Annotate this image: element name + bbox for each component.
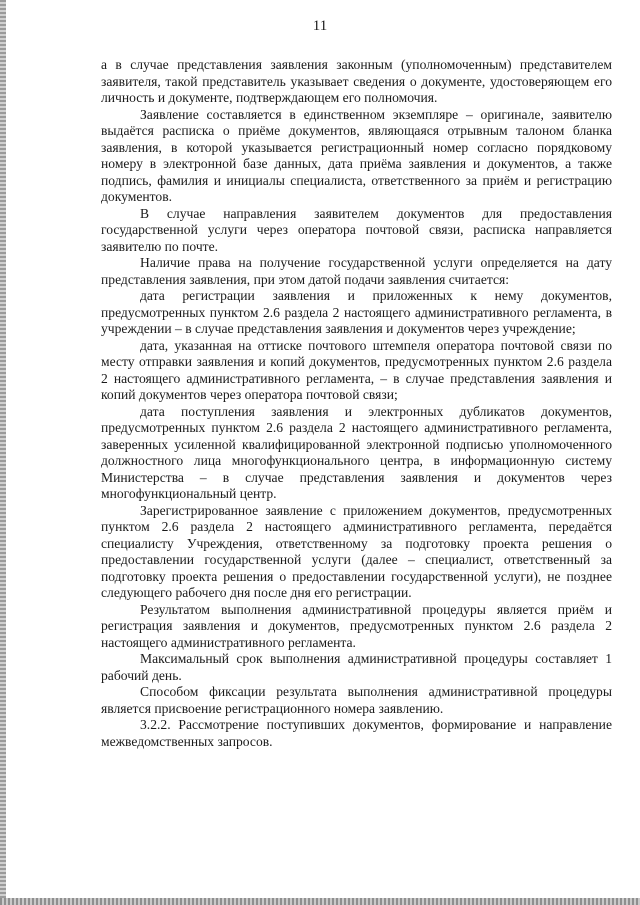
paragraph-1: а в случае представления заявления законным (уполномоченным) представителем заявителя, такой представитель указывает сведения о документе, удостоверяющем его личность и документе, подтверждающем его полномочия. <box>101 57 612 105</box>
paragraph-12: 3.2.2. Рассмотрение поступивших документов, формирование и направление межведомственных запросов. <box>101 717 612 749</box>
paragraph-9: Результатом выполнения административной процедуры является приём и регистрация заявления и документов, предусмотренных пунктом 2.6 раздела 2 настоящего административного регламента. <box>101 601 612 650</box>
paragraph-10: Максимальный срок выполнения административной процедуры составляет 1 рабочий день. <box>101 651 612 683</box>
paragraph-5: дата регистрации заявления и приложенных к нему документов, предусмотренных пунктом 2.6 раздела 2 настоящего административного регламента, в учреждении – в случае представления заявления и документов через учреждение; <box>101 288 612 336</box>
paragraph-3: В случае направления заявителем документов для предоставления государственной услуги через оператора почтовой связи, расписка направляется заявителю по почте. <box>101 205 612 254</box>
paragraph-4: Наличие права на получение государственной услуги определяется на дату представления заявления, при этом датой подачи заявления считается: <box>101 255 612 287</box>
paragraph-6: дата, указанная на оттиске почтового штемпеля оператора почтовой связи по месту отправки заявления и копий документов, предусмотренных пунктом 2.6 раздела 2 настоящего административного регламента, – в случае представления заявления и копий документов через оператора почтовой связи; <box>101 337 612 402</box>
scan-edge-bottom <box>0 898 640 905</box>
page-number: 11 <box>312 18 328 34</box>
paragraph-11: Способом фиксации результата выполнения административной процедуры является присвоение регистрационного номера заявлению. <box>101 684 612 716</box>
paragraph-8: Зарегистрированное заявление с приложением документов, предусмотренных пунктом 2.6 раздела 2 настоящего административного регламента, передаётся специалисту Учреждения, ответственному за подготовку проекта решения о предоставлении государственной услуги (далее – специалист, ответственный за подготовку проекта решения о предоставлении государственной услуги), не позднее следующего рабочего дня после дня его регистрации. <box>101 502 612 600</box>
scan-edge-left <box>0 0 6 905</box>
paragraph-7: дата поступления заявления и электронных дубликатов документов, предусмотренных пунктом 2.6 раздела 2 настоящего административного регламента, заверенных усиленной квалифицированной электронной подписью уполномоченного должностного лица многофункционального центра, в информационную систему Министерства – в случае представления заявления и документов через многофункциональный центр. <box>101 403 612 501</box>
document-body <box>101 57 612 750</box>
paragraph-2: Заявление составляется в единственном экземпляре – оригинале, заявителю выдаётся расписка о приёме документов, являющаяся отрывным талоном бланка заявления, в которой указывается регистрационный номер согласно порядковому номеру в электронной базе данных, дата приёма заявления и документов, а также подпись, фамилия и инициалы специалиста, ответственного за приём и регистрацию документов. <box>101 106 612 204</box>
